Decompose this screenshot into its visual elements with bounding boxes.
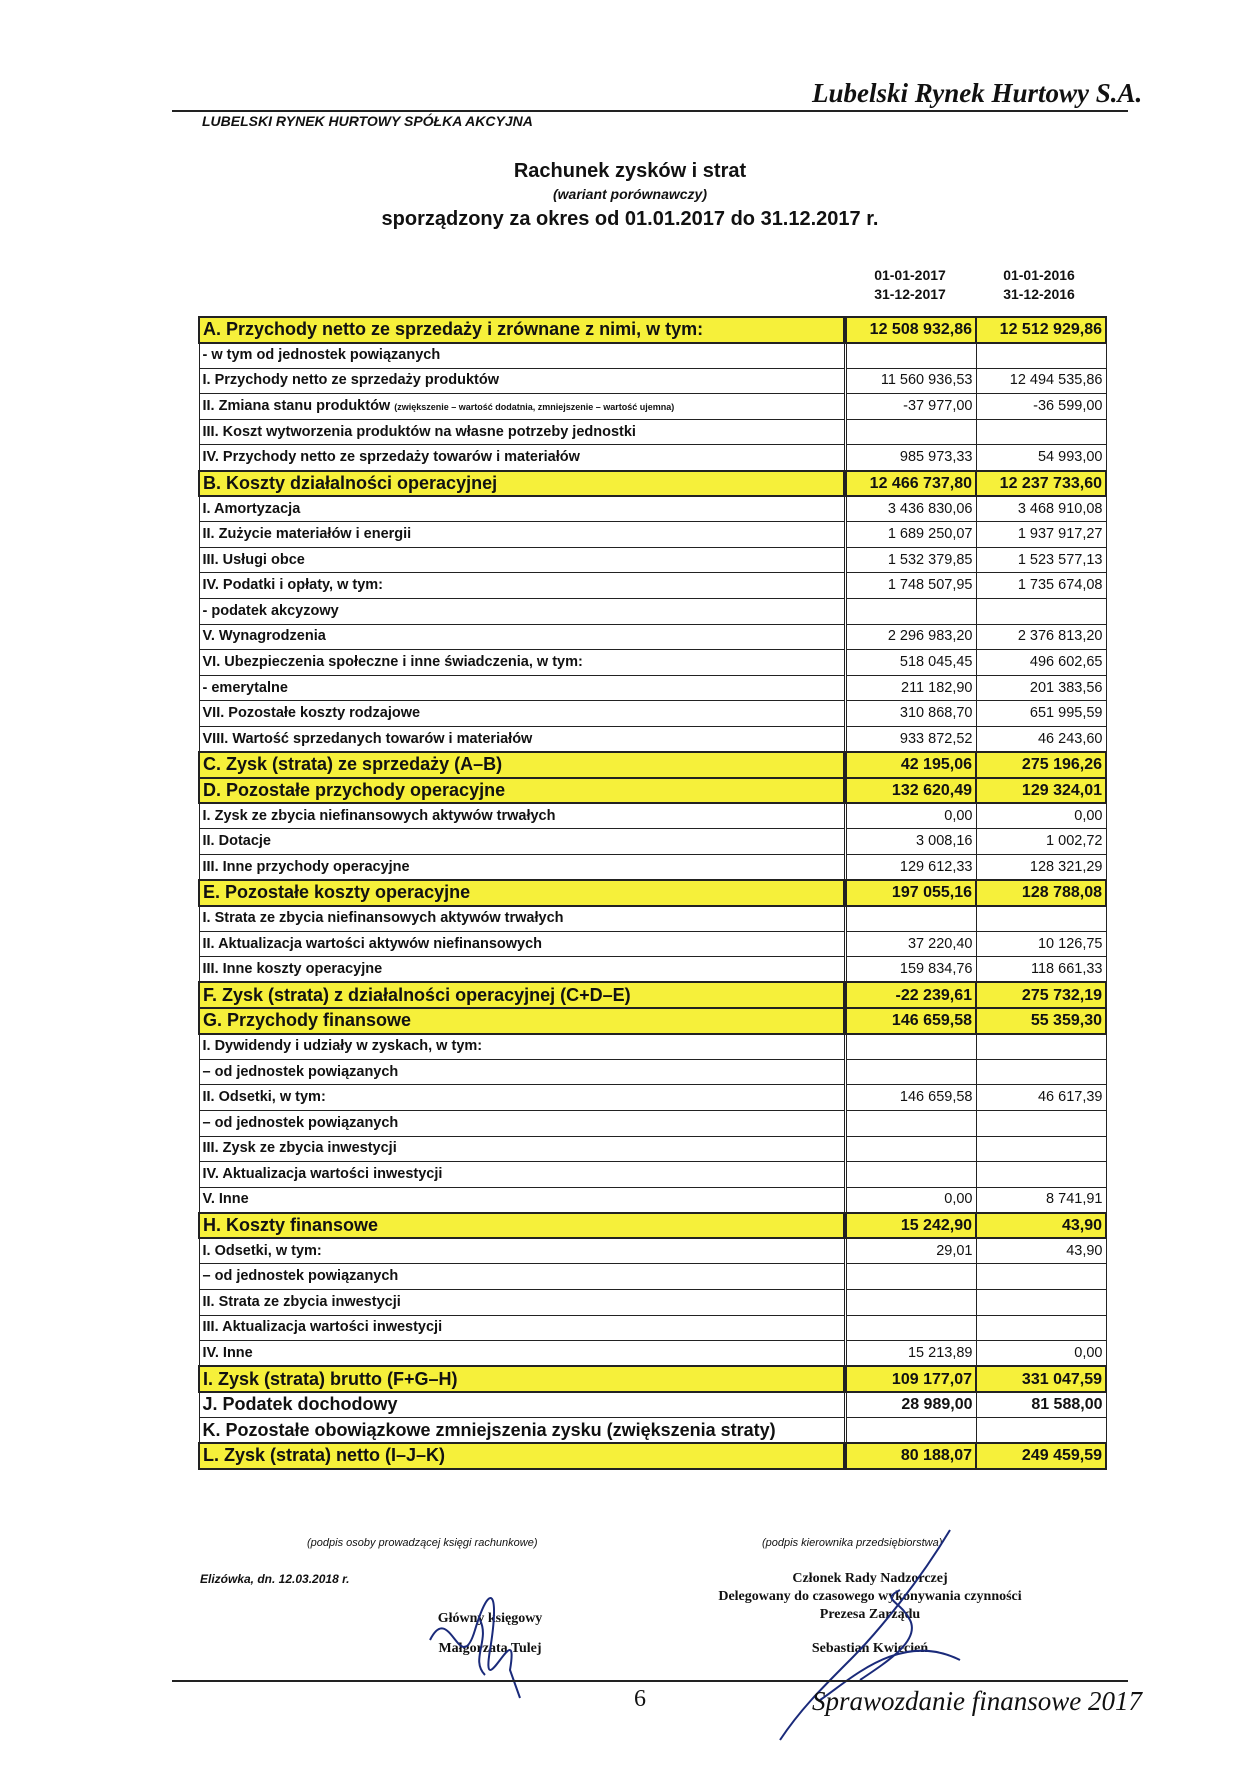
row-label xyxy=(199,1315,844,1341)
row-value-2017: 15 242,90 xyxy=(846,1213,976,1239)
row-value-2017: 518 045,45 xyxy=(846,650,976,676)
column-header-2016-from: 01-01-2016 xyxy=(1003,267,1075,283)
row-label xyxy=(199,368,844,394)
row-value-2017: 146 659,58 xyxy=(846,1085,976,1111)
statement-row xyxy=(199,1110,1106,1136)
row-label xyxy=(199,1085,844,1111)
statement-row xyxy=(199,1034,1106,1060)
row-label xyxy=(199,624,844,650)
statement-row xyxy=(199,1136,1106,1162)
company-header-right: Lubelski Rynek Hurtowy S.A. xyxy=(812,78,1143,108)
statement-row xyxy=(199,1366,1106,1392)
row-value-2016 xyxy=(976,1264,1106,1290)
row-value-2016: 46 243,60 xyxy=(976,727,1106,753)
row-value-2016 xyxy=(976,1418,1106,1444)
row-value-2016: 275 196,26 xyxy=(976,752,1106,778)
row-label-text: I. Strata ze zbycia niefinansowych aktywów trwałych xyxy=(202,910,564,927)
accountant-name: Małgorzata Tulej xyxy=(438,1641,542,1656)
statement-row xyxy=(199,343,1106,369)
row-value-2016: 10 126,75 xyxy=(976,931,1106,957)
company-header-left: LUBELSKI RYNEK HURTOWY SPÓŁKA AKCYJNA xyxy=(202,113,533,129)
row-label-note: (zwiększenie – wartość dodatnia, zmniejszenie – wartość ujemna) xyxy=(394,401,675,412)
row-value-2017: 3 008,16 xyxy=(846,829,976,855)
row-label-text: II. Zużycie materiałów i energii xyxy=(202,526,412,543)
statement-row xyxy=(199,1213,1106,1239)
row-label-text: III. Inne przychody operacyjne xyxy=(202,858,410,875)
row-value-2017: -22 239,61 xyxy=(846,982,976,1008)
row-label xyxy=(199,675,844,701)
row-label-text: E. Pozostałe koszty operacyjne xyxy=(203,882,471,903)
column-header-2016 xyxy=(976,266,1102,304)
row-value-2017 xyxy=(846,1315,976,1341)
footer-rule xyxy=(172,1680,1128,1682)
row-value-2016: 118 661,33 xyxy=(976,957,1106,983)
row-value-2016: 43,90 xyxy=(976,1238,1106,1264)
row-label xyxy=(199,854,844,880)
row-label-text: III. Koszt wytworzenia produktów na własne potrzeby jednostki xyxy=(202,423,636,440)
row-value-2017: 29,01 xyxy=(846,1238,976,1264)
row-label xyxy=(199,1341,844,1367)
row-label xyxy=(199,522,844,548)
accountant-signature-caption: (podpis osoby prowadzącej księgi rachunkowe) xyxy=(307,1537,538,1549)
statement-row xyxy=(199,1238,1106,1264)
row-value-2017: 129 612,33 xyxy=(846,854,976,880)
row-value-2017 xyxy=(846,1264,976,1290)
row-label-text: - emerytalne xyxy=(202,679,288,696)
row-value-2017: 80 188,07 xyxy=(846,1443,976,1469)
row-value-2017: 211 182,90 xyxy=(846,675,976,701)
row-label xyxy=(199,829,844,855)
row-value-2017 xyxy=(846,1136,976,1162)
statement-row xyxy=(199,394,1106,420)
row-label xyxy=(199,982,844,1008)
row-value-2016 xyxy=(976,906,1106,932)
row-label xyxy=(199,727,844,753)
page-number: 6 xyxy=(634,1686,646,1712)
row-label xyxy=(199,1059,844,1085)
row-value-2017 xyxy=(846,1418,976,1444)
row-label xyxy=(199,1264,844,1290)
row-label-text: A. Przychody netto ze sprzedaży i zrównane z nimi, w tym: xyxy=(203,319,704,340)
row-label-text: I. Zysk (strata) brutto (F+G–H) xyxy=(203,1368,458,1389)
row-value-2017 xyxy=(846,343,976,369)
row-value-2016: 0,00 xyxy=(976,1341,1106,1367)
statement-row xyxy=(199,547,1106,573)
row-label xyxy=(199,317,844,343)
row-label-text: G. Przychody finansowe xyxy=(203,1010,412,1031)
row-label-text: I. Amortyzacja xyxy=(202,500,301,517)
row-value-2016 xyxy=(976,419,1106,445)
row-value-2017 xyxy=(846,1162,976,1188)
statement-row xyxy=(199,419,1106,445)
row-value-2017: 0,00 xyxy=(846,1187,976,1213)
row-value-2016: 1 937 917,27 xyxy=(976,522,1106,548)
row-label xyxy=(199,650,844,676)
row-label xyxy=(199,1392,844,1418)
row-value-2017 xyxy=(846,1034,976,1060)
row-value-2016: 496 602,65 xyxy=(976,650,1106,676)
statement-row xyxy=(199,1264,1106,1290)
manager-role-1: Członek Rady Nadzorczej xyxy=(792,1571,948,1586)
statement-row xyxy=(199,522,1106,548)
row-value-2016: 1 002,72 xyxy=(976,829,1106,855)
statement-row xyxy=(199,624,1106,650)
row-value-2016 xyxy=(976,599,1106,625)
statement-row xyxy=(199,496,1106,522)
row-label xyxy=(199,906,844,932)
statement-row xyxy=(199,1443,1106,1469)
row-value-2016: 3 468 910,08 xyxy=(976,496,1106,522)
row-label xyxy=(199,803,844,829)
row-label-text: - w tym od jednostek powiązanych xyxy=(202,347,441,364)
row-value-2016: 8 741,91 xyxy=(976,1187,1106,1213)
row-label xyxy=(199,599,844,625)
statement-row xyxy=(199,471,1106,497)
row-value-2017: 11 560 936,53 xyxy=(846,368,976,394)
row-value-2016 xyxy=(976,1162,1106,1188)
row-label xyxy=(199,573,844,599)
column-header-2016-to: 31-12-2016 xyxy=(1003,286,1075,302)
row-value-2016 xyxy=(976,1034,1106,1060)
header-rule xyxy=(172,110,1128,112)
row-value-2016 xyxy=(976,343,1106,369)
row-label xyxy=(199,419,844,445)
row-value-2017: 2 296 983,20 xyxy=(846,624,976,650)
row-value-2016 xyxy=(976,1110,1106,1136)
row-value-2016: 128 788,08 xyxy=(976,880,1106,906)
row-value-2017: 12 466 737,80 xyxy=(846,471,976,497)
row-label-text: – od jednostek powiązanych xyxy=(202,1063,399,1080)
accountant-role: Główny księgowy xyxy=(437,1611,543,1626)
row-value-2016: 12 512 929,86 xyxy=(976,317,1106,343)
row-label-text: C. Zysk (strata) ze sprzedaży (A–B) xyxy=(203,754,503,775)
statement-row xyxy=(199,778,1106,804)
statement-row xyxy=(199,675,1106,701)
statement-row xyxy=(199,1162,1106,1188)
statement-row xyxy=(199,701,1106,727)
statement-row xyxy=(199,906,1106,932)
row-label xyxy=(199,1290,844,1316)
row-value-2016: 249 459,59 xyxy=(976,1443,1106,1469)
row-value-2017: -37 977,00 xyxy=(846,394,976,420)
statement-row xyxy=(199,803,1106,829)
row-label-text: V. Wynagrodzenia xyxy=(202,628,326,645)
row-label xyxy=(199,701,844,727)
row-label xyxy=(199,1110,844,1136)
row-label xyxy=(199,1443,844,1469)
statement-row xyxy=(199,368,1106,394)
row-label-text: J. Podatek dochodowy xyxy=(202,1394,398,1415)
row-label-text: I. Odsetki, w tym: xyxy=(202,1242,322,1259)
row-value-2017: 310 868,70 xyxy=(846,701,976,727)
row-label xyxy=(199,1162,844,1188)
row-label xyxy=(199,471,844,497)
row-value-2016: 55 359,30 xyxy=(976,1008,1106,1034)
statement-row xyxy=(199,1341,1106,1367)
row-label xyxy=(199,496,844,522)
row-value-2017: 132 620,49 xyxy=(846,778,976,804)
row-label-text: – od jednostek powiązanych xyxy=(202,1268,399,1285)
row-label xyxy=(199,394,844,420)
row-value-2017: 28 989,00 xyxy=(846,1392,976,1418)
statement-row xyxy=(199,1008,1106,1034)
column-header-2017-to: 31-12-2017 xyxy=(874,286,946,302)
row-value-2016: 128 321,29 xyxy=(976,854,1106,880)
column-header-2017-from: 01-01-2017 xyxy=(874,267,946,283)
row-value-2017: 0,00 xyxy=(846,803,976,829)
row-value-2017: 1 532 379,85 xyxy=(846,547,976,573)
statement-row xyxy=(199,1315,1106,1341)
row-label-text: II. Strata ze zbycia inwestycji xyxy=(202,1293,401,1310)
row-label-text: K. Pozostałe obowiązkowe zmniejszenia zysku (zwiększenia straty) xyxy=(202,1419,776,1440)
row-value-2016: 201 383,56 xyxy=(976,675,1106,701)
row-value-2017: 933 872,52 xyxy=(846,727,976,753)
column-header-2017 xyxy=(847,266,973,304)
row-label-text: IV. Inne xyxy=(202,1344,253,1361)
row-value-2017: 1 689 250,07 xyxy=(846,522,976,548)
row-value-2017: 15 213,89 xyxy=(846,1341,976,1367)
row-value-2016 xyxy=(976,1290,1106,1316)
row-label-text: IV. Aktualizacja wartości inwestycji xyxy=(202,1165,443,1182)
row-value-2016: -36 599,00 xyxy=(976,394,1106,420)
row-value-2016: 2 376 813,20 xyxy=(976,624,1106,650)
row-label xyxy=(199,343,844,369)
row-label-text: VII. Pozostałe koszty rodzajowe xyxy=(202,705,421,722)
row-label-text: F. Zysk (strata) z działalności operacyjnej (C+D–E) xyxy=(203,984,631,1005)
row-label-text: V. Inne xyxy=(202,1191,249,1208)
row-label-text: H. Koszty finansowe xyxy=(203,1215,379,1236)
row-value-2016 xyxy=(976,1315,1106,1341)
manager-role-2: Delegowany do czasowego wykonywania czynności xyxy=(718,1589,1022,1604)
place-and-date: Elizówka, dn. 12.03.2018 r. xyxy=(200,1572,350,1586)
statement-row xyxy=(199,1392,1106,1418)
statement-period: sporządzony za okres od 01.01.2017 do 31.12.2017 r. xyxy=(381,208,879,230)
row-value-2017 xyxy=(846,1290,976,1316)
row-value-2016: 1 735 674,08 xyxy=(976,573,1106,599)
row-label-text: III. Aktualizacja wartości inwestycji xyxy=(202,1319,443,1336)
row-label-text: II. Zmiana stanu produktów xyxy=(202,397,391,414)
row-label-text: VIII. Wartość sprzedanych towarów i materiałów xyxy=(202,730,533,747)
row-label-text: L. Zysk (strata) netto (I–J–K) xyxy=(203,1445,446,1466)
row-value-2016: 54 993,00 xyxy=(976,445,1106,471)
row-label xyxy=(199,1136,844,1162)
statement-row xyxy=(199,1059,1106,1085)
statement-row xyxy=(199,727,1106,753)
row-label xyxy=(199,1187,844,1213)
row-label-text: IV. Podatki i opłaty, w tym: xyxy=(202,577,383,594)
row-label xyxy=(199,1034,844,1060)
row-value-2017 xyxy=(846,599,976,625)
row-value-2017: 37 220,40 xyxy=(846,931,976,957)
row-value-2017: 159 834,76 xyxy=(846,957,976,983)
row-label xyxy=(199,1008,844,1034)
statement-row xyxy=(199,445,1106,471)
statement-row xyxy=(199,880,1106,906)
statement-row xyxy=(199,1418,1106,1444)
statement-title: Rachunek zysków i strat xyxy=(513,160,747,182)
row-value-2017 xyxy=(846,1110,976,1136)
row-label-text: IV. Przychody netto ze sprzedaży towarów i materiałów xyxy=(202,449,580,466)
row-value-2017: 109 177,07 xyxy=(846,1366,976,1392)
statement-row xyxy=(199,957,1106,983)
statement-row xyxy=(199,1085,1106,1111)
row-label-text: III. Usługi obce xyxy=(202,551,305,568)
row-value-2017: 3 436 830,06 xyxy=(846,496,976,522)
footer-title: Sprawozdanie finansowe 2017 xyxy=(812,1686,1143,1716)
manager-name: Sebastian Kwiecień xyxy=(811,1641,929,1656)
row-value-2016: 12 237 733,60 xyxy=(976,471,1106,497)
row-label-text: III. Inne koszty operacyjne xyxy=(202,960,383,977)
statement-row xyxy=(199,599,1106,625)
row-label xyxy=(199,1418,844,1444)
row-label xyxy=(199,1366,844,1392)
row-value-2016: 129 324,01 xyxy=(976,778,1106,804)
row-value-2017: 12 508 932,86 xyxy=(846,317,976,343)
statement-row xyxy=(199,317,1106,343)
row-value-2017: 146 659,58 xyxy=(846,1008,976,1034)
row-value-2016: 43,90 xyxy=(976,1213,1106,1239)
row-label xyxy=(199,1213,844,1239)
income-statement-table xyxy=(198,316,1107,1470)
row-value-2017: 985 973,33 xyxy=(846,445,976,471)
row-value-2016: 1 523 577,13 xyxy=(976,547,1106,573)
manager-role-3: Prezesa Zarządu xyxy=(819,1607,921,1622)
row-label xyxy=(199,957,844,983)
statement-row xyxy=(199,854,1106,880)
row-value-2016: 331 047,59 xyxy=(976,1366,1106,1392)
statement-row xyxy=(199,1290,1106,1316)
row-value-2017 xyxy=(846,906,976,932)
row-value-2016: 651 995,59 xyxy=(976,701,1106,727)
row-label-text: VI. Ubezpieczenia społeczne i inne świadczenia, w tym: xyxy=(202,654,583,671)
row-label-text: D. Pozostałe przychody operacyjne xyxy=(203,779,506,800)
statement-row xyxy=(199,573,1106,599)
accountant-handwritten-signature xyxy=(420,1580,560,1700)
row-label xyxy=(199,547,844,573)
statement-row xyxy=(199,829,1106,855)
row-label xyxy=(199,1238,844,1264)
row-value-2016: 81 588,00 xyxy=(976,1392,1106,1418)
row-value-2017: 1 748 507,95 xyxy=(846,573,976,599)
row-label xyxy=(199,880,844,906)
row-label-text: – od jednostek powiązanych xyxy=(202,1114,399,1131)
row-value-2016: 12 494 535,86 xyxy=(976,368,1106,394)
manager-signature-caption: (podpis kierownika przedsiębiorstwa) xyxy=(762,1537,943,1549)
row-value-2016 xyxy=(976,1059,1106,1085)
row-label-text: I. Zysk ze zbycia niefinansowych aktywów trwałych xyxy=(202,807,556,824)
statement-row xyxy=(199,931,1106,957)
row-value-2017 xyxy=(846,1059,976,1085)
row-value-2016: 275 732,19 xyxy=(976,982,1106,1008)
row-value-2017: 197 055,16 xyxy=(846,880,976,906)
statement-row xyxy=(199,982,1106,1008)
row-label-text: III. Zysk ze zbycia inwestycji xyxy=(202,1140,397,1157)
row-label-text: B. Koszty działalności operacyjnej xyxy=(203,472,498,493)
statement-row xyxy=(199,650,1106,676)
row-value-2016 xyxy=(976,1136,1106,1162)
statement-variant: (wariant porównawczy) xyxy=(552,186,708,202)
statement-row xyxy=(199,1187,1106,1213)
row-value-2016: 46 617,39 xyxy=(976,1085,1106,1111)
row-label xyxy=(199,752,844,778)
row-label xyxy=(199,445,844,471)
row-label xyxy=(199,931,844,957)
row-label-text: - podatek akcyzowy xyxy=(202,602,339,619)
statement-row xyxy=(199,752,1106,778)
row-value-2017 xyxy=(846,419,976,445)
row-label-text: II. Aktualizacja wartości aktywów niefinansowych xyxy=(202,935,543,952)
row-value-2016: 0,00 xyxy=(976,803,1106,829)
row-label-text: I. Dywidendy i udziały w zyskach, w tym: xyxy=(202,1038,483,1055)
row-value-2017: 42 195,06 xyxy=(846,752,976,778)
row-label xyxy=(199,778,844,804)
row-label-text: I. Przychody netto ze sprzedaży produktów xyxy=(202,372,499,389)
row-label-text: II. Odsetki, w tym: xyxy=(202,1089,326,1106)
row-label-text: II. Dotacje xyxy=(202,833,271,850)
